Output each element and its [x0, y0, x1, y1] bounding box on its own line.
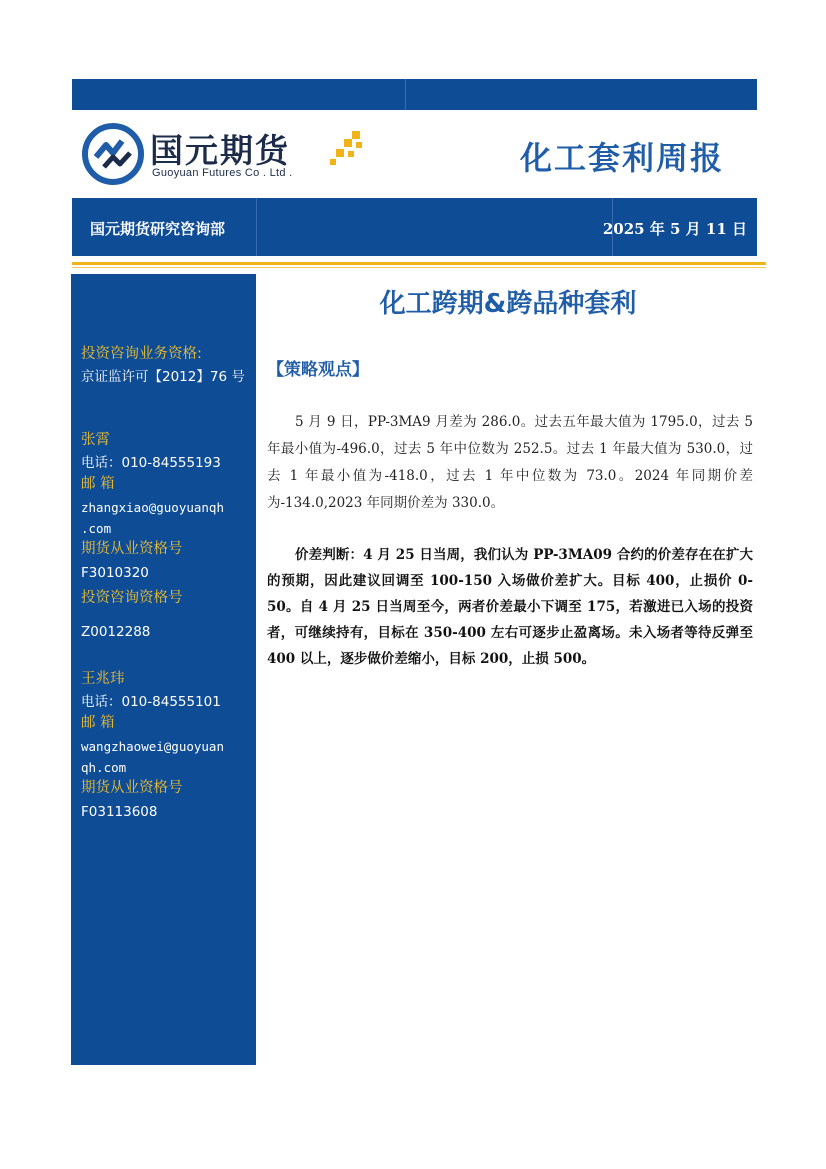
main-heading: 化工跨期&跨品种套利	[379, 289, 637, 319]
analyst1-futures-cert-label: 期货从业资格号	[81, 541, 183, 557]
analyst-sidebar	[71, 274, 256, 1065]
statistics-paragraph: 5 月 9 日，PP-3MA9 月差为 286.0。过去五年最大值为 1795.0，过去 5 年最小值为-496.0，过去 5 年中位数为 252.5。过去 1 年最大值为 530.0，过去 1 年最小值为-418.0，过去 1 年中位数为 73.0。2024 年同期价差为-134.0,2023 年同期价差为 330.0。	[267, 414, 753, 511]
spread-judgment-paragraph: 价差判断：4 月 25 日当周，我们认为 PP-3MA09 合约的价差存在在扩大的预期，因此建议回调至 100-150 入场做价差扩大。目标 400，止损价 0-50。自 4 月 25 日当周至今，两者价差最小下调至 175，若激进已入场的投资者，可继续持有，目标在 350-400 左右可逐步止盈离场。未入场者等待反弹至 400 以上，逐步做价差缩小，目标 200，止损 500。	[267, 547, 753, 667]
qualification-license: 京证监许可【2012】76 号	[81, 369, 245, 385]
department-name: 国元期货研究咨询部	[90, 220, 226, 238]
analyst2-futures-cert-label: 期货从业资格号	[81, 780, 183, 796]
logo-emblem-icon	[82, 123, 144, 185]
analyst1-futures-cert: F3010320	[81, 565, 149, 581]
analyst1-phone: 电话：010-84555193	[81, 455, 221, 471]
report-title: 化工套利周报	[520, 139, 725, 177]
logo-english-name: Guoyuan Futures Co . Ltd .	[152, 167, 293, 179]
company-logo	[82, 123, 382, 183]
department-band	[72, 198, 757, 256]
qualification-title: 投资咨询业务资格:	[81, 346, 202, 362]
logo-accent-squares-icon	[330, 131, 366, 167]
top-header-band	[72, 79, 757, 110]
gold-divider	[72, 262, 766, 265]
analyst1-name: 张霄	[81, 432, 110, 448]
analyst2-email-cont: qh.com	[81, 760, 127, 775]
band-divider	[405, 79, 406, 110]
analyst1-invest-cert: Z0012288	[81, 624, 151, 640]
analyst2-futures-cert: F03113608	[81, 804, 158, 820]
analyst2-email: wangzhaowei@guoyuan	[81, 739, 224, 754]
band-divider	[256, 198, 257, 256]
analyst2-name: 王兆玮	[81, 671, 125, 687]
report-date: 2025 年 5 月 11 日	[602, 220, 747, 238]
section-label: 【策略观点】	[267, 360, 369, 380]
analyst2-email-label: 邮 箱	[81, 715, 115, 731]
analyst2-phone: 电话：010-84555101	[81, 694, 221, 710]
analyst1-email: zhangxiao@guoyuanqh	[81, 500, 224, 515]
logo-chinese-name: 国元期货	[150, 131, 290, 170]
analyst1-email-cont: .com	[81, 521, 112, 536]
analyst1-invest-cert-label: 投资咨询资格号	[81, 590, 183, 606]
analyst1-email-label: 邮 箱	[81, 476, 115, 492]
gold-divider-thin	[72, 267, 766, 268]
